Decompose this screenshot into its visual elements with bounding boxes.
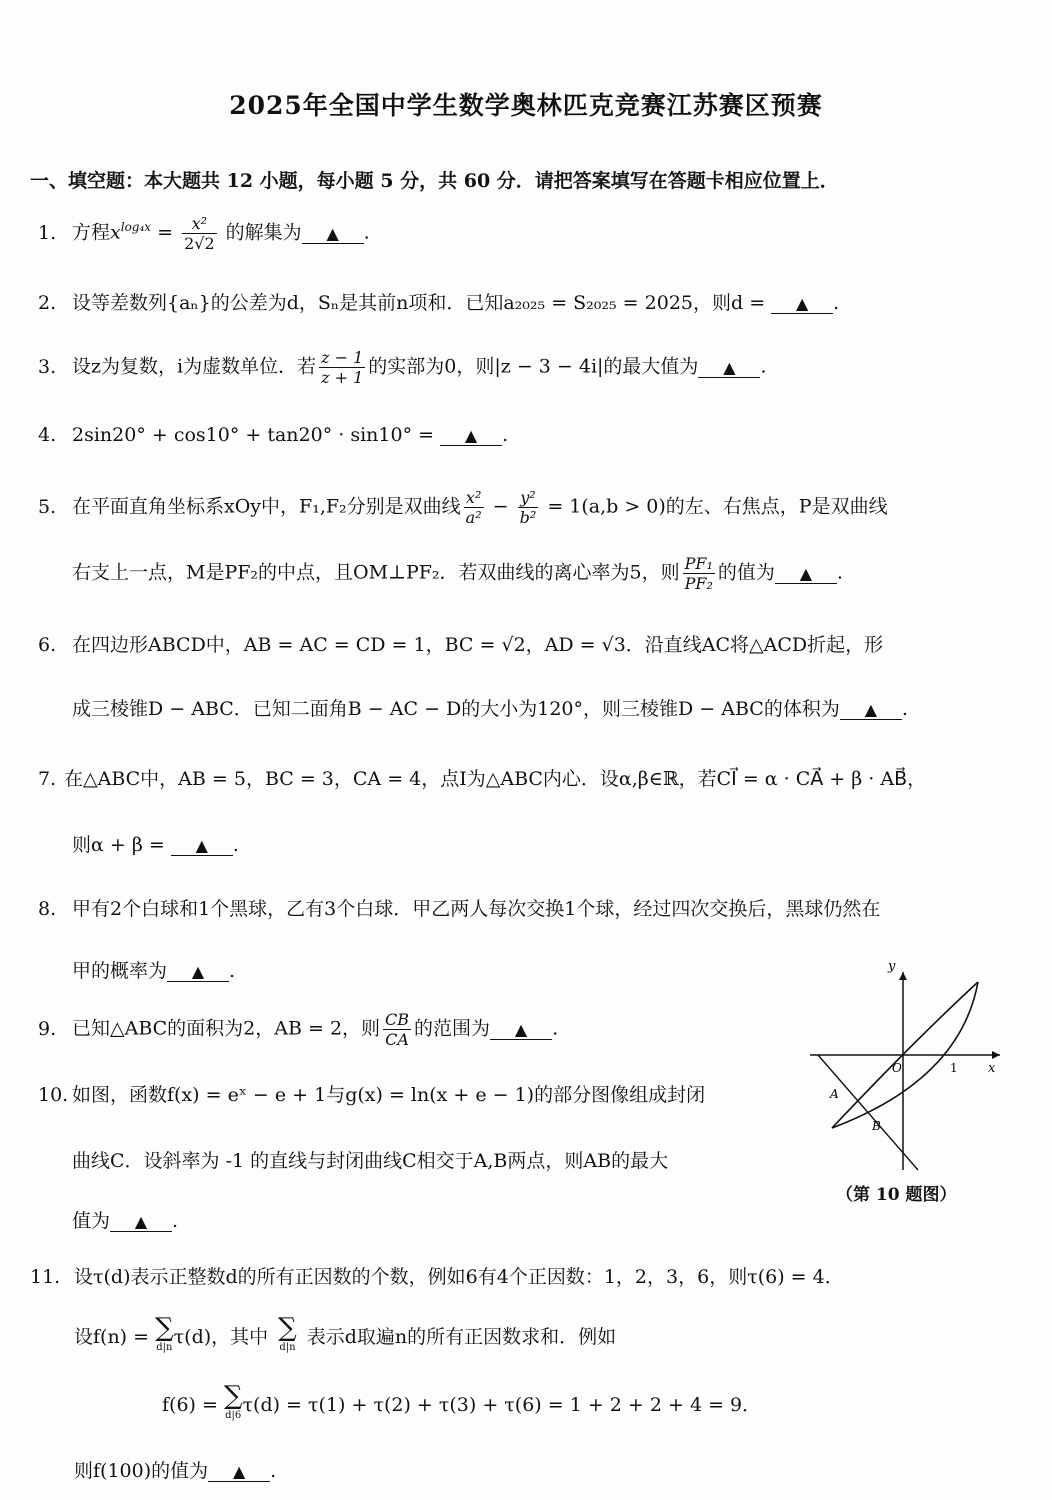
fraction: $\frac{\text{PF₁}}{\text{PF₂}}$ [684,554,713,593]
question-number: 4. [38,424,57,446]
answer-blank[interactable]: ▲ [771,295,833,314]
answer-blank[interactable]: ▲ [110,1213,172,1232]
question-10-line-3: 值为 ▲ . [72,1210,179,1232]
question-6-line-2: 成三棱锥D − ABC．已知二面角B − AC − D的大小为120°，则三棱锥D − ABC的体积为 ▲ . [72,698,908,720]
fraction: $\frac{\text{x²}}{\text{a²}}$ [465,488,482,527]
label-origin: O [892,1061,902,1075]
question-number: 1. [38,221,57,244]
question-8-line-2: 甲的概率为 ▲ . [72,960,236,982]
question-11-line-3: f(6) = ∑ d|6 τ(d) = τ(1) + τ(2) + τ(3) + τ(6) = 1 + 2 + 2 + 4 = 9． [162,1386,761,1426]
x-axis-arrow-icon [992,1051,1000,1059]
y-axis-arrow-icon [899,972,907,980]
fraction: $\frac{\text{x²}}{2√2}$ [184,214,215,253]
fraction: $\frac{z - 1}{z + 1}$ [321,348,364,387]
question-4: 4. 2sin20° + cos10° + tan20° · sin10° = ▲ . [38,424,509,446]
question-number: 6. [38,634,57,656]
question-11-line-4: 则f(100)的值为 ▲ . [74,1460,277,1482]
question-number: 7. [38,768,57,790]
summation: ∑ d|n [278,1313,297,1353]
question-number: 3. [38,355,57,378]
question-5: 5. 在平面直角坐标系xOy中，F₁,F₂分别是双曲线 $\frac{\text{x²}}{\text{a²}}$ − $\frac{\text{y²}}{\text{b²}}$ = 1(a,b > 0)的左、右焦点，P是双曲线 [38,488,888,527]
answer-blank[interactable]: ▲ [440,427,502,446]
question-number: 5. [38,495,57,518]
question-9: 9. 已知△ABC的面积为2，AB = 2，则 $\frac{CB}{CA}$ 的范围为 ▲ . [38,1010,559,1049]
answer-blank[interactable]: ▲ [302,225,364,244]
section-heading: 一、填空题：本大题共 12 小题，每小题 5 分，共 60 分．请把答案填写在答题卡相应位置上． [30,170,839,192]
label-b: B [872,1119,881,1133]
question-3: 3. 设z为复数，i为虚数单位．若 $\frac{z - 1}{z + 1}$ 的实部为0，则|z − 3 − 4i|的最大值为 ▲ . [38,348,767,387]
summation: ∑ d|n [155,1313,174,1353]
summation: ∑ d|6 [223,1381,243,1421]
question-number: 2. [38,292,57,314]
question-5-line-2: 右支上一点，M是PF₂的中点，且OM⊥PF₂．若双曲线的离心率为5，则 $\frac{\text{PF₁}}{\text{PF₂}}$ 的值为 ▲ . [72,554,843,593]
question-11-line-2: 设f(n) = ∑ d|n τ(d)，其中 ∑ d|n 表示d取遍n的所有正因数求和．例如 [74,1318,616,1358]
answer-blank[interactable]: ▲ [208,1463,270,1482]
answer-blank[interactable]: ▲ [840,701,902,720]
question-number: 8. [38,898,57,920]
answer-blank[interactable]: ▲ [171,837,233,856]
question-6: 6. 在四边形ABCD中，AB = AC = CD = 1，BC = √2，AD = √3．沿直线AC将△ACD折起，形 [38,634,884,656]
fraction: $\frac{CB}{CA}$ [385,1010,410,1049]
question-8: 8. 甲有2个白球和1个黑球，乙有3个白球．甲乙两人每次交换1个球，经过四次交换后，黑球仍然在 [38,898,881,920]
figure-caption: （第 10 题图） [836,1185,957,1205]
label-a: A [830,1087,839,1101]
question-11: 11. 设τ(d)表示正整数d的所有正因数的个数，例如6有4个正因数：1，2，3，6，则τ(6) = 4． [30,1266,844,1288]
question-number: 10. [38,1084,69,1106]
question-10: 10. 如图，函数f(x) = eˣ − e + 1与g(x) = ln(x + e − 1)的部分图像组成封闭 [38,1084,706,1106]
label-x: x [988,1061,996,1076]
label-y: y [888,960,896,974]
answer-blank[interactable]: ▲ [167,963,229,982]
figure-question-10 [800,960,1010,1175]
page-title: 2025年全国中学生数学奥林匹克竞赛江苏赛区预赛 [229,91,823,120]
question-7-line-2: 则α + β = ▲ . [72,834,239,856]
question-10-line-2: 曲线C．设斜率为 -1 的直线与封闭曲线C相交于A,B两点，则AB的最大 [72,1150,669,1172]
question-number: 9. [38,1017,57,1040]
label-one: 1 [950,1061,958,1075]
answer-blank[interactable]: ▲ [698,359,760,378]
question-number: 11. [30,1266,61,1288]
answer-blank[interactable]: ▲ [775,565,837,584]
question-7: 7. 在△ABC中，AB = 5，BC = 3，CA = 4，点I为△ABC内心．设α,β∈ℝ，若CI⃗ = α · CA⃗ + β · AB⃗， [38,768,927,790]
question-2: 2. 设等差数列{aₙ}的公差为d，Sₙ是其前n项和．已知a₂₀₂₅ = S₂₀₂₅ = 2025，则d = ▲ . [38,292,840,314]
answer-blank[interactable]: ▲ [490,1021,552,1040]
question-1: 1. 方程$x^{log_4x}$ = $\frac{\text{x²}}{2√2}$ 的解集为 ▲ . [38,214,370,253]
fraction: $\frac{\text{y²}}{\text{b²}}$ [519,488,537,527]
